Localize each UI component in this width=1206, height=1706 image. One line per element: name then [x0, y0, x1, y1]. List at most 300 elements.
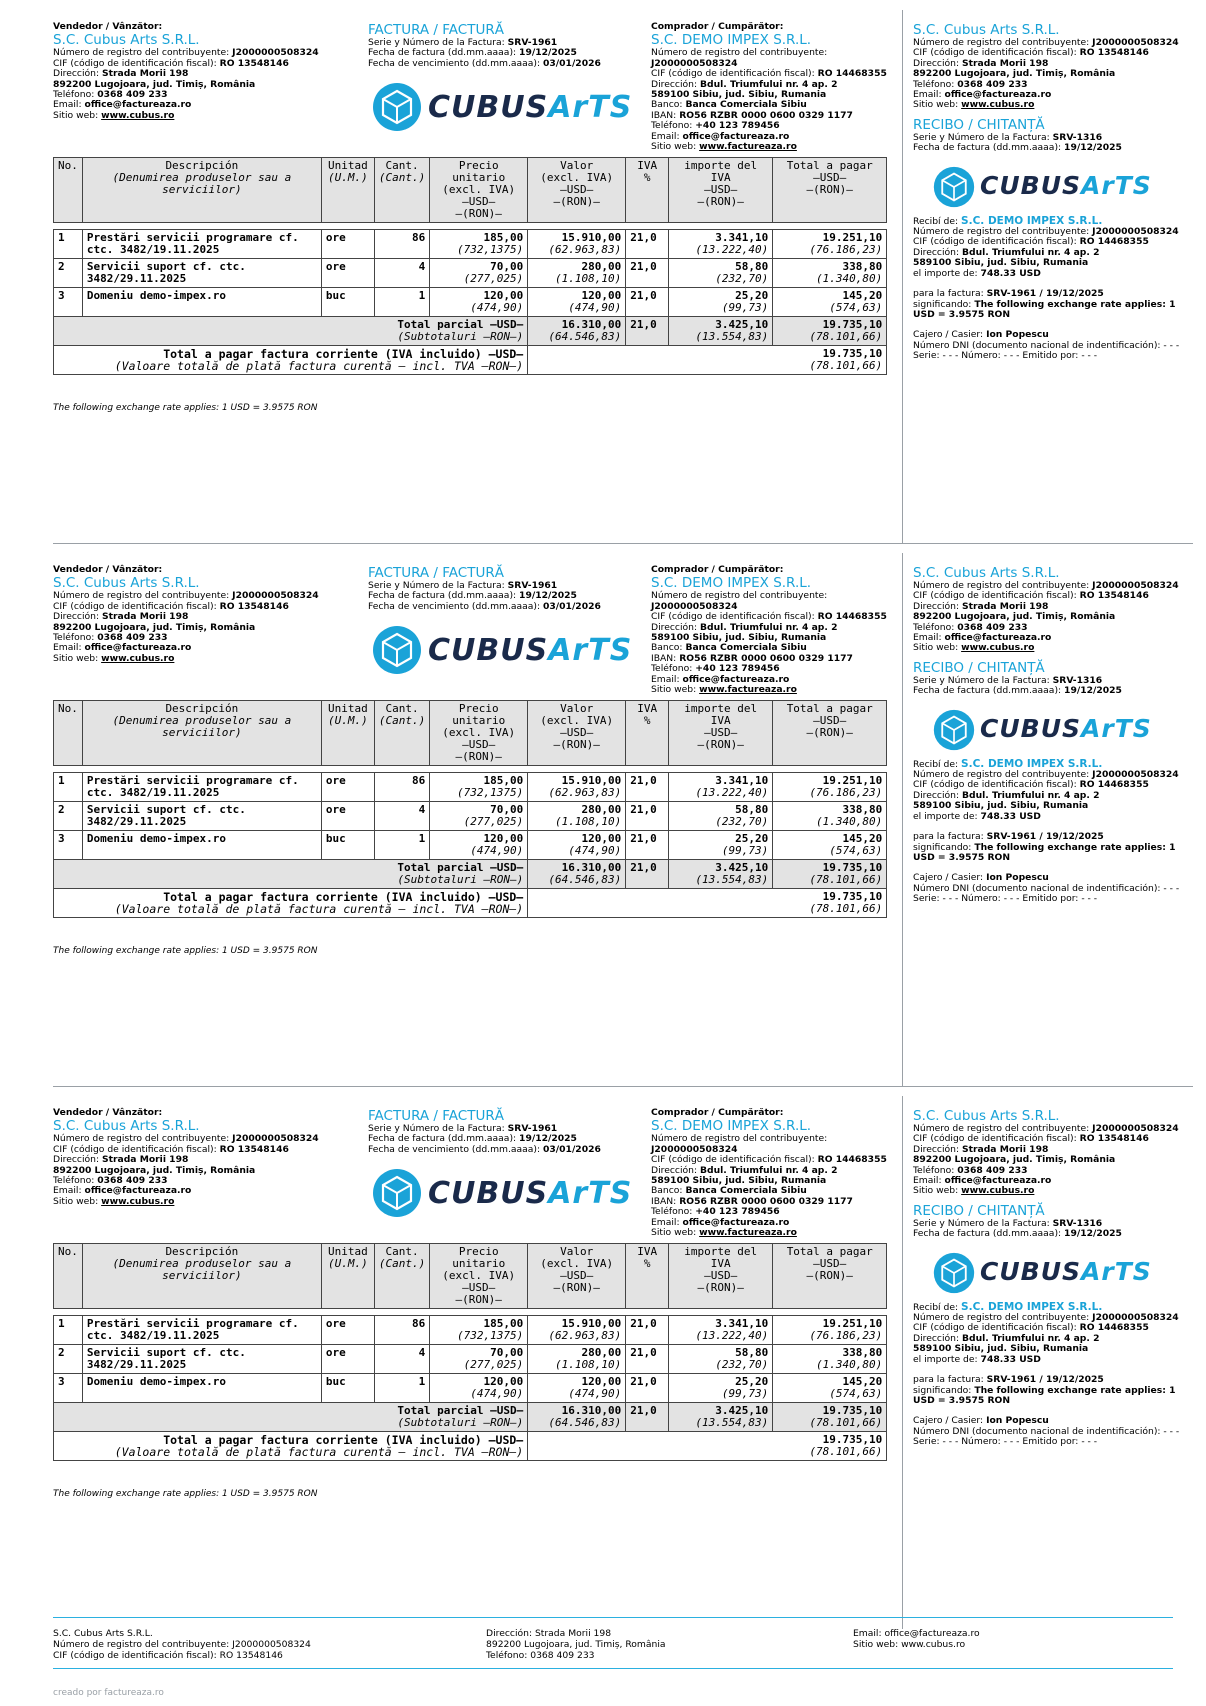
seller-web-label: Sitio web:	[53, 1195, 99, 1207]
buyer-cif-label: CIF (código de identificación fiscal):	[651, 611, 815, 623]
row-value-ron: (1.108,10)	[555, 815, 622, 828]
row-qty: 86	[374, 1316, 429, 1345]
receipt-raddr-label: Dirección:	[913, 1332, 960, 1344]
h-v2: (excl. IVA)	[540, 171, 614, 184]
row-vatamt-usd: 58,80	[735, 260, 769, 273]
h-p5: –(RON)–	[455, 750, 502, 763]
receipt-rcif: RO 14468355	[1079, 1322, 1149, 1334]
row-value-usd: 120,00	[581, 832, 622, 845]
logo-text-cubus: CUBUS	[980, 1257, 1082, 1287]
receipt-email: office@factureaza.ro	[944, 89, 1052, 101]
row-total-usd: 338,80	[842, 1346, 883, 1359]
h-v3: –USD–	[560, 183, 594, 196]
h-o1: Total a pagar	[786, 1245, 873, 1258]
h-a4: –(RON)–	[697, 1281, 744, 1294]
buyer-addr-label: Dirección:	[651, 1164, 698, 1176]
row-unit: buc	[321, 1374, 374, 1403]
row-vatamt-usd: 3.341,10	[715, 231, 769, 244]
h-a4: –(RON)–	[697, 738, 744, 751]
col-header-desc-title: Descripción	[165, 159, 239, 172]
row-total-ron: (574,63)	[829, 844, 883, 857]
receipt-block	[913, 22, 1193, 362]
receipt-cashier-label: Cajero / Casier:	[913, 872, 984, 884]
cube-logo-icon	[933, 1252, 975, 1294]
buyer-addr-label: Dirección:	[651, 621, 698, 633]
receipt-serie: SRV-1316	[1052, 1217, 1103, 1229]
col-header-no: No.	[54, 701, 83, 766]
receipt-rcif: RO 14468355	[1079, 779, 1149, 791]
buyer-cif: RO 14468355	[817, 68, 887, 80]
grand-total-value-cell	[528, 346, 887, 375]
receipt-reg-label: Número de registro del contribuyente:	[913, 580, 1090, 591]
invoice-copy	[0, 543, 1206, 1086]
seller-reg-label: Número de registro del contribuyente:	[53, 47, 230, 59]
items-table	[53, 700, 887, 918]
grand-total-value-cell	[528, 1432, 887, 1461]
subtotal-vatamt-cell	[669, 1403, 773, 1432]
h-p5: –(RON)–	[455, 207, 502, 220]
invoice-due: 03/01/2026	[543, 600, 601, 612]
row-price-usd: 70,00	[490, 1346, 524, 1359]
receipt-web-link[interactable]: www.cubus.ro	[961, 99, 1035, 111]
table-row	[54, 1345, 887, 1374]
receipt-cashier: Ion Popescu	[986, 1415, 1049, 1427]
col-header-vat-amount	[669, 158, 773, 223]
row-value	[528, 1374, 626, 1403]
receipt-company: S.C. Cubus Arts S.R.L.	[913, 565, 1060, 581]
row-vatamt-ron: (232,70)	[715, 272, 769, 285]
row-vat-amount	[669, 773, 773, 802]
row-total	[773, 288, 887, 317]
receipt-meaning-label: significando:	[913, 1384, 972, 1396]
buyer-reg: J2000000508324	[651, 600, 738, 612]
row-desc: Prestări servicii programare cf. ctc. 3482/19.11.2025	[82, 230, 321, 259]
row-price-usd: 120,00	[483, 289, 524, 302]
buyer-label: Comprador / Cumpărător:	[651, 21, 784, 32]
subtotal-vatamt-cell	[669, 860, 773, 889]
seller-city: 892200 Lugojoara, jud. Timiș, România	[53, 78, 256, 90]
buyer-cif-label: CIF (código de identificación fiscal):	[651, 1154, 815, 1166]
footer-email: Email: office@factureaza.ro	[853, 1628, 980, 1639]
invoice-serie: SRV-1961	[507, 1123, 558, 1134]
receipt-meaning: The following exchange rate applies: 1 USD = 3.9575 RON	[913, 298, 1176, 320]
receipt-for-label: para la factura:	[913, 288, 984, 300]
subtotal-value-cell	[528, 1403, 626, 1432]
row-total	[773, 802, 887, 831]
row-total-usd: 338,80	[842, 803, 883, 816]
buyer-name: S.C. DEMO IMPEX S.R.L.	[651, 1118, 812, 1135]
row-value-ron: (62.963,83)	[548, 243, 622, 256]
logo-text-cubus: CUBUS	[428, 632, 549, 668]
subtotal-label-ron: (Subtotaluri –RON–)	[397, 1416, 524, 1429]
receipt-web-label: Sitio web:	[913, 642, 959, 654]
grand-total-label: Total a pagar factura corriente (IVA incluido) –USD–	[163, 347, 524, 361]
row-price-ron: (732,1375)	[457, 1329, 524, 1342]
row-price	[430, 259, 528, 288]
vertical-divider	[902, 10, 903, 543]
subtotal-label-ron: (Subtotaluri –RON–)	[397, 873, 524, 886]
receipt-rreg-label: Número de registro del contribuyente:	[913, 226, 1090, 238]
seller-email: office@factureaza.ro	[84, 99, 192, 111]
row-value-usd: 15.910,00	[561, 1317, 622, 1330]
row-desc: Prestări servicii programare cf. ctc. 3482/19.11.2025	[82, 1316, 321, 1345]
buyer-block	[651, 22, 911, 152]
subtotal-total: 19.735,10	[822, 1404, 883, 1417]
row-vatamt-ron: (99,73)	[721, 1387, 769, 1400]
company-logo	[372, 625, 632, 675]
buyer-city: 589100 Sibiu, jud. Sibiu, Rumania	[651, 632, 827, 644]
seller-web-link[interactable]: www.cubus.ro	[101, 109, 175, 121]
seller-email-label: Email:	[53, 99, 82, 111]
subtotal-total: 19.735,10	[822, 861, 883, 874]
row-desc: Domeniu demo-impex.ro	[82, 831, 321, 860]
h-p4: –USD–	[462, 1281, 496, 1294]
row-price	[430, 831, 528, 860]
table-spacer	[54, 1309, 887, 1316]
row-value-ron: (474,90)	[568, 1387, 622, 1400]
h-v4: –(RON)–	[553, 738, 600, 751]
buyer-bank-label: Banco:	[651, 99, 683, 111]
invoice-copy	[0, 1086, 1206, 1629]
row-unit: ore	[321, 259, 374, 288]
receipt-phone-label: Teléfono:	[913, 78, 955, 90]
receipt-city: 892200 Lugojoara, jud. Timiș, România	[913, 1154, 1116, 1166]
col-header-unit-sub: (U.M.)	[328, 1257, 368, 1270]
row-no: 2	[54, 259, 83, 288]
row-value-ron: (474,90)	[568, 301, 622, 314]
cube-logo-icon	[372, 1168, 422, 1218]
receipt-web-label: Sitio web:	[913, 99, 959, 111]
row-value-usd: 280,00	[581, 1346, 622, 1359]
col-header-total	[773, 158, 887, 223]
receipt-amount: 748.33 USD	[980, 267, 1041, 279]
buyer-bank-label: Banco:	[651, 1185, 683, 1197]
receipt-cif: RO 13548146	[1079, 590, 1149, 602]
h-o1: Total a pagar	[786, 159, 873, 172]
buyer-block	[651, 565, 911, 695]
subtotal-label: Total parcial –USD–	[397, 318, 524, 331]
subtotal-total-ron: (78.101,66)	[809, 330, 883, 343]
invoice-due-label: Fecha de vencimiento (dd.mm.aaaa):	[368, 1143, 541, 1155]
receipt-web-link[interactable]: www.cubus.ro	[961, 1185, 1035, 1197]
receipt-date: 19/12/2025	[1064, 142, 1122, 154]
col-header-vat	[626, 1244, 669, 1309]
row-price	[430, 1374, 528, 1403]
row-desc: Domeniu demo-impex.ro	[82, 1374, 321, 1403]
receipt-cashier: Ion Popescu	[986, 329, 1049, 341]
cube-logo-icon	[933, 709, 975, 751]
buyer-cif-label: CIF (código de identificación fiscal):	[651, 68, 815, 80]
receipt-reg: J2000000508324	[1092, 37, 1179, 48]
subtotal-vatamt: 3.425,10	[715, 861, 769, 874]
row-vatamt-usd: 3.341,10	[715, 1317, 769, 1330]
table-spacer-row	[54, 766, 887, 773]
row-vat-amount	[669, 259, 773, 288]
row-no: 2	[54, 802, 83, 831]
h-a2: IVA	[710, 714, 731, 727]
row-vat: 21,0	[626, 1374, 669, 1403]
row-no: 1	[54, 1316, 83, 1345]
receipt-phone: 0368 409 233	[957, 621, 1028, 633]
invoice-date: 19/12/2025	[519, 1133, 577, 1145]
row-price-ron: (474,90)	[470, 301, 524, 314]
row-total	[773, 259, 887, 288]
footer-top-line	[53, 1617, 1173, 1618]
receipt-amount: 748.33 USD	[980, 810, 1041, 822]
row-value	[528, 802, 626, 831]
col-header-qty-title: Cant.	[385, 1245, 419, 1258]
grand-total-row	[54, 346, 887, 375]
grand-total-value: 19.735,10	[822, 347, 883, 360]
subtotal-label: Total parcial –USD–	[397, 1404, 524, 1417]
row-price-ron: (474,90)	[470, 1387, 524, 1400]
h-v4: –(RON)–	[553, 195, 600, 208]
receipt-rreg: J2000000508324	[1092, 769, 1179, 781]
row-total-usd: 338,80	[842, 260, 883, 273]
logo-text-cubus: CUBUS	[980, 714, 1082, 744]
buyer-reg-label: Número de registro del contribuyente:	[651, 1133, 828, 1145]
receipt-title: RECIBO / CHITANȚĂ	[913, 1202, 1045, 1219]
col-header-vat	[626, 158, 669, 223]
buyer-name: S.C. DEMO IMPEX S.R.L.	[651, 32, 812, 49]
h-p1: Precio	[458, 702, 499, 715]
cube-logo-icon	[372, 82, 422, 132]
row-vat: 21,0	[626, 230, 669, 259]
h-p4: –USD–	[462, 195, 496, 208]
logo-text-arts: ArTS	[548, 89, 633, 125]
row-value	[528, 230, 626, 259]
receipt-cif-label: CIF (código de identificación fiscal):	[913, 590, 1077, 602]
seller-label: Vendedor / Vânzător:	[53, 21, 163, 32]
receipt-serie-label: Serie y Número de la Factura:	[913, 1217, 1050, 1229]
col-header-total	[773, 1244, 887, 1309]
subtotal-total-cell	[773, 317, 887, 346]
row-price	[430, 230, 528, 259]
company-logo	[372, 82, 632, 132]
receipt-city: 892200 Lugojoara, jud. Timiș, România	[913, 68, 1116, 80]
col-header-qty	[374, 1244, 429, 1309]
receipt-phone: 0368 409 233	[957, 1164, 1028, 1176]
row-value-usd: 280,00	[581, 803, 622, 816]
subtotal-total: 19.735,10	[822, 318, 883, 331]
receipt-meaning: The following exchange rate applies: 1 USD = 3.9575 RON	[913, 841, 1176, 863]
row-value-ron: (474,90)	[568, 844, 622, 857]
row-total-ron: (1.340,80)	[816, 1358, 883, 1371]
receipt-addr: Strada Morii 198	[961, 57, 1049, 69]
receipt-meaning-label: significando:	[913, 841, 972, 853]
seller-cif-label: CIF (código de identificación fiscal):	[53, 57, 217, 69]
h-p1: Precio	[458, 159, 499, 172]
seller-web-link[interactable]: www.cubus.ro	[101, 652, 175, 664]
seller-phone: 0368 409 233	[97, 89, 168, 101]
row-qty: 4	[374, 259, 429, 288]
receipt-cif: RO 13548146	[1079, 1133, 1149, 1145]
seller-addr: Strada Morii 198	[101, 1154, 189, 1166]
receipt-web-link[interactable]: www.cubus.ro	[961, 642, 1035, 654]
row-total	[773, 831, 887, 860]
col-header-desc	[82, 1244, 321, 1309]
subtotal-total-cell	[773, 1403, 887, 1432]
cube-logo-icon	[933, 166, 975, 208]
seller-addr: Strada Morii 198	[101, 611, 189, 623]
row-vatamt-ron: (13.222,40)	[695, 1329, 769, 1342]
row-no: 1	[54, 773, 83, 802]
h-a1: importe del	[684, 159, 758, 172]
buyer-label: Comprador / Cumpărător:	[651, 564, 784, 575]
row-vat: 21,0	[626, 773, 669, 802]
row-total	[773, 1345, 887, 1374]
row-value-ron: (62.963,83)	[548, 786, 622, 799]
buyer-phone-label: Teléfono:	[651, 1206, 693, 1218]
table-spacer	[54, 223, 887, 230]
row-qty: 1	[374, 1374, 429, 1403]
grand-total-value-cell	[528, 889, 887, 918]
h-p2: unitario	[452, 1257, 506, 1270]
footer-addr: Dirección: Strada Morii 198	[486, 1628, 612, 1639]
row-price-ron: (277,025)	[463, 1358, 524, 1371]
row-vatamt-usd: 25,20	[735, 832, 769, 845]
receipt-date-label: Fecha de factura (dd.mm.aaaa):	[913, 1228, 1062, 1240]
buyer-phone: +40 123 789456	[695, 120, 780, 132]
seller-addr-label: Dirección:	[53, 68, 100, 80]
exchange-rate-note: The following exchange rate applies: 1 USD = 3.9575 RON	[53, 946, 318, 956]
row-vatamt-usd: 3.341,10	[715, 774, 769, 787]
seller-reg-label: Número de registro del contribuyente:	[53, 1133, 230, 1145]
receipt-raddr: Bdul. Triumfului nr. 4 ap. 2	[961, 789, 1100, 801]
buyer-web-link[interactable]: www.factureaza.ro	[699, 141, 797, 153]
logo-text-arts: ArTS	[1081, 714, 1152, 744]
row-price-usd: 120,00	[483, 832, 524, 845]
exchange-rate-note: The following exchange rate applies: 1 USD = 3.9575 RON	[53, 403, 318, 413]
row-vat-amount	[669, 802, 773, 831]
row-unit: ore	[321, 773, 374, 802]
row-total-ron: (1.340,80)	[816, 815, 883, 828]
receipt-rreg-label: Número de registro del contribuyente:	[913, 1312, 1090, 1324]
receipt-addr: Strada Morii 198	[961, 1143, 1049, 1155]
row-price-ron: (277,025)	[463, 272, 524, 285]
footer-phone: Teléfono: 0368 409 233	[486, 1650, 595, 1661]
seller-phone: 0368 409 233	[97, 1175, 168, 1187]
seller-block	[53, 565, 353, 664]
buyer-addr-label: Dirección:	[651, 78, 698, 90]
buyer-web-link[interactable]: www.factureaza.ro	[699, 1227, 797, 1239]
invoice-due: 03/01/2026	[543, 1143, 601, 1155]
row-total	[773, 1374, 887, 1403]
h-v3: –USD–	[560, 1269, 594, 1282]
buyer-reg: J2000000508324	[651, 57, 738, 69]
row-no: 2	[54, 1345, 83, 1374]
footer-cif: CIF (código de identificación fiscal): RO 13548146	[53, 1650, 283, 1661]
row-price-usd: 185,00	[483, 231, 524, 244]
grand-total-row	[54, 1432, 887, 1461]
row-price-usd: 70,00	[490, 803, 524, 816]
cube-logo-icon	[372, 625, 422, 675]
col-header-qty-title: Cant.	[385, 159, 419, 172]
seller-name: S.C. Cubus Arts S.R.L.	[53, 1118, 200, 1135]
row-value-usd: 120,00	[581, 289, 622, 302]
col-header-desc	[82, 158, 321, 223]
seller-addr-label: Dirección:	[53, 1154, 100, 1166]
buyer-reg-label: Número de registro del contribuyente:	[651, 47, 828, 59]
seller-cif: RO 13548146	[219, 57, 289, 69]
table-row	[54, 831, 887, 860]
vertical-divider	[902, 553, 903, 1086]
h-v1: Valor	[560, 1245, 594, 1258]
receipt-company: S.C. Cubus Arts S.R.L.	[913, 22, 1060, 38]
row-value	[528, 288, 626, 317]
row-qty: 4	[374, 1345, 429, 1374]
row-price	[430, 1345, 528, 1374]
receipt-cif: RO 13548146	[1079, 47, 1149, 59]
row-total-usd: 145,20	[842, 1375, 883, 1388]
logo-text-arts: ArTS	[1081, 171, 1152, 201]
receipt-block	[913, 1108, 1193, 1448]
col-header-no: No.	[54, 158, 83, 223]
buyer-reg: J2000000508324	[651, 1143, 738, 1155]
h-a2: IVA	[710, 1257, 731, 1270]
table-spacer-row	[54, 223, 887, 230]
row-value	[528, 1345, 626, 1374]
receipt-title: RECIBO / CHITANȚĂ	[913, 116, 1045, 133]
row-price-ron: (474,90)	[470, 844, 524, 857]
h-v1: Valor	[560, 159, 594, 172]
seller-label: Vendedor / Vânzător:	[53, 564, 163, 575]
seller-block	[53, 22, 353, 121]
subtotal-vatamt-cell	[669, 317, 773, 346]
col-header-price	[430, 158, 528, 223]
receipt-phone-label: Teléfono:	[913, 621, 955, 633]
row-vatamt-ron: (99,73)	[721, 301, 769, 314]
receipt-rcif-label: CIF (código de identificación fiscal):	[913, 236, 1077, 248]
invoice-info	[368, 565, 628, 612]
h-p3: (excl. IVA)	[442, 183, 516, 196]
row-total	[773, 773, 887, 802]
row-vat: 21,0	[626, 802, 669, 831]
row-price-usd: 70,00	[490, 260, 524, 273]
table-body	[54, 230, 887, 317]
seller-city: 892200 Lugojoara, jud. Timiș, România	[53, 621, 256, 633]
subtotal-total-ron: (78.101,66)	[809, 1416, 883, 1429]
seller-reg-label: Número de registro del contribuyente:	[53, 590, 230, 602]
h-t1: IVA	[637, 702, 658, 715]
row-vat: 21,0	[626, 1345, 669, 1374]
h-o2: –USD–	[813, 714, 847, 727]
row-vat-amount	[669, 230, 773, 259]
buyer-addr: Bdul. Triumfului nr. 4 ap. 2	[699, 1164, 838, 1176]
grand-total-label: Total a pagar factura corriente (IVA incluido) –USD–	[163, 890, 524, 904]
buyer-web-link[interactable]: www.factureaza.ro	[699, 684, 797, 696]
footer-reg: Número de registro del contribuyente: J2000000508324	[53, 1639, 311, 1650]
buyer-city: 589100 Sibiu, jud. Sibiu, Rumania	[651, 1175, 827, 1187]
receipt-for: SRV-1961 / 19/12/2025	[986, 831, 1104, 843]
receipt-serie: SRV-1316	[1052, 131, 1103, 143]
receipt-rreg: J2000000508324	[1092, 1312, 1179, 1324]
col-header-unit-title: Unitad	[328, 159, 368, 172]
row-desc: Domeniu demo-impex.ro	[82, 288, 321, 317]
receipt-meaning: The following exchange rate applies: 1 USD = 3.9575 RON	[913, 1384, 1176, 1406]
receipt-dni: Número DNI (documento nacional de indentificación): - - -	[913, 882, 1180, 894]
row-vat: 21,0	[626, 1316, 669, 1345]
receipt-rcif-label: CIF (código de identificación fiscal):	[913, 779, 1077, 791]
grand-total-label-ron: (Valoare totală de plată factura curentă – incl. TVA –RON–)	[114, 1445, 524, 1459]
buyer-cif: RO 14468355	[817, 1154, 887, 1166]
buyer-email: office@factureaza.ro	[682, 130, 790, 142]
seller-web-link[interactable]: www.cubus.ro	[101, 1195, 175, 1207]
col-header-qty-sub: (Cant.)	[378, 1257, 426, 1270]
grand-total-label-cell	[54, 346, 528, 375]
row-total	[773, 1316, 887, 1345]
row-qty: 86	[374, 230, 429, 259]
